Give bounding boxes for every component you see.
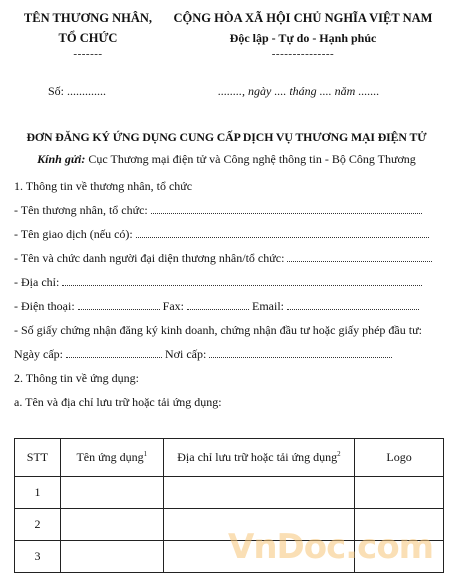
organization-name-line2: TỔ CHỨC (58, 31, 118, 45)
email-label: Email: (252, 299, 284, 313)
merchant-name-fill[interactable] (151, 203, 422, 214)
document-header (0, 8, 453, 108)
business-certificate-label: - Số giấy chứng nhận đăng ký kinh doanh, chứng nhận đầu tư hoặc giấy phép đầu tư: (14, 323, 422, 337)
organization-divider: ------- (73, 48, 103, 60)
header-app-name (60, 439, 163, 477)
row-number: 1 (15, 477, 61, 509)
organization-name-line1: TÊN THƯƠNG NHÂN, (23, 11, 153, 25)
trade-name-row (14, 226, 429, 242)
fax-label: Fax: (162, 299, 184, 313)
issue-place-fill[interactable] (209, 347, 392, 358)
section-1-heading: 1. Thông tin về thương nhân, tổ chức (14, 179, 193, 193)
recipient-line (0, 152, 453, 167)
footnote-marker-2: 2 (337, 450, 341, 458)
email-fill[interactable] (287, 299, 419, 310)
row-number: 3 (15, 541, 61, 573)
address-fill[interactable] (62, 275, 422, 286)
representative-label: - Tên và chức danh người đại diện thương nhân/tổ chức: (14, 251, 285, 265)
trade-name-label: - Tên giao dịch (nếu có): (14, 227, 133, 241)
national-motto-block (163, 8, 443, 60)
header-logo: Logo (355, 439, 444, 477)
section-2a-heading: a. Tên và địa chỉ lưu trữ hoặc tải ứng dụng: (14, 395, 222, 409)
merchant-name-row (14, 202, 422, 218)
representative-row (14, 250, 432, 266)
phone-fill[interactable] (78, 299, 160, 310)
document-number: Số: ............. (48, 84, 107, 98)
section-2-heading: 2. Thông tin về ứng dụng: (14, 371, 139, 385)
motto-divider: --------------- (271, 48, 335, 60)
header-app-address-text: Địa chỉ lưu trữ hoặc tải ứng dụng (177, 450, 338, 464)
watermark-logo: VnDoc.com (228, 527, 434, 567)
row-number: 2 (15, 509, 61, 541)
issue-place-label: Nơi cấp: (164, 347, 207, 361)
issue-date-fill[interactable] (66, 347, 162, 358)
fax-fill[interactable] (187, 299, 249, 310)
phone-label: - Điện thoại: (14, 299, 75, 313)
address-label: - Địa chỉ: (14, 275, 60, 289)
representative-fill[interactable] (287, 251, 432, 262)
country-name: CỘNG HÒA XÃ HỘI CHỦ NGHĨA VIỆT NAM (173, 11, 433, 25)
merchant-name-label: - Tên thương nhân, tổ chức: (14, 203, 148, 217)
header-stt: STT (15, 439, 61, 477)
logo-cell[interactable] (355, 477, 444, 509)
table-row (15, 477, 444, 509)
table-header-row (15, 439, 444, 477)
app-address-cell[interactable] (163, 477, 354, 509)
organization-block (18, 8, 158, 60)
document-date: ........, ngày .... tháng .... năm ....... (218, 84, 380, 98)
recipient-label: Kính gửi: (37, 152, 86, 166)
app-name-cell[interactable] (60, 541, 163, 573)
national-motto: Độc lập - Tự do - Hạnh phúc (229, 31, 377, 45)
header-app-name-text: Tên ứng dụng (76, 450, 144, 464)
contact-row (14, 298, 419, 314)
issue-row (14, 346, 392, 362)
document-title: ĐƠN ĐĂNG KÝ ỨNG DỤNG CUNG CẤP DỊCH VỤ THƯƠNG MẠI ĐIỆN TỬ (26, 130, 427, 144)
app-name-cell[interactable] (60, 509, 163, 541)
issue-date-label: Ngày cấp: (14, 347, 63, 361)
address-row (14, 274, 422, 290)
recipient-value: Cục Thương mại điện tử và Công nghệ thông tin - Bộ Công Thương (85, 152, 416, 166)
trade-name-fill[interactable] (136, 227, 429, 238)
header-app-address (163, 439, 354, 477)
footnote-marker-1: 1 (143, 450, 148, 458)
app-name-cell[interactable] (60, 477, 163, 509)
